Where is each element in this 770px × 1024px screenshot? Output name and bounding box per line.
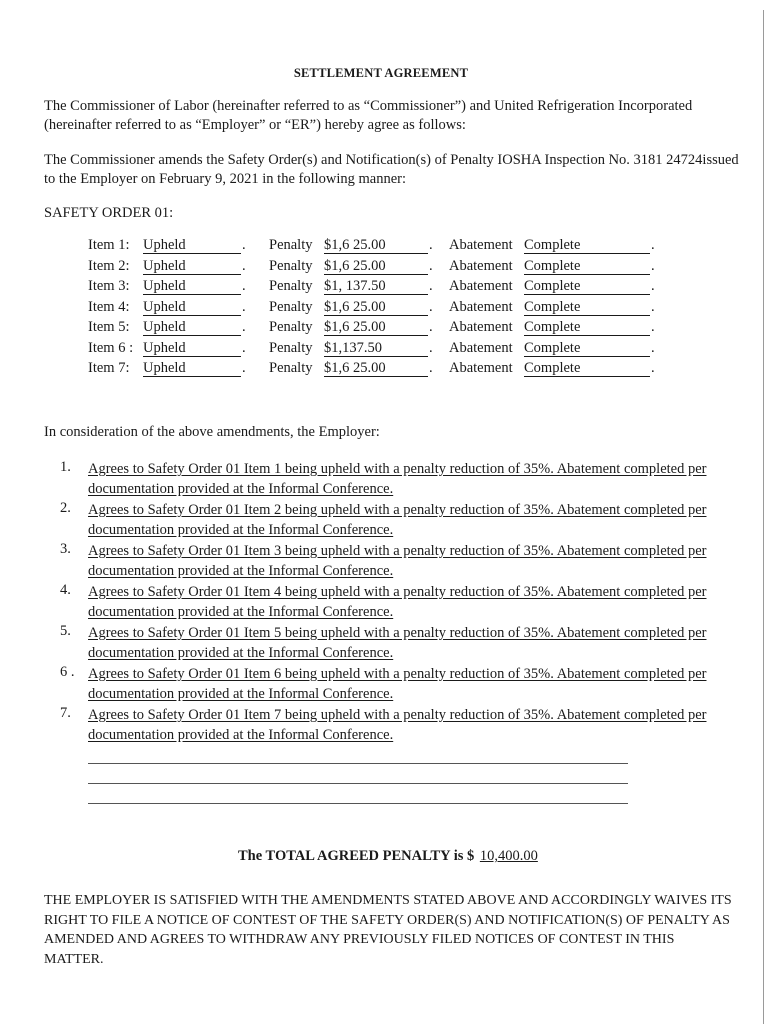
blank-line (88, 803, 628, 804)
document-title: SETTLEMENT AGREEMENT (293, 66, 469, 80)
term-text: Agrees to Safety Order 01 Item 5 being upheld with a penalty reduction of 35%. Abatement completed per documentation provided at the Informal Conference. (88, 625, 707, 661)
item-row: Item 7: Upheld . Penalty $1,6 25.00 . Abatement Complete . (88, 360, 655, 376)
item-label: Item 4: (88, 298, 130, 315)
total-value: 10,400.00 (479, 848, 538, 864)
term-text: Agrees to Safety Order 01 Item 4 being upheld with a penalty reduction of 35%. Abatement completed per documentation provided at the Informal Conference. (88, 584, 707, 620)
penalty-label: Penalty (269, 360, 313, 376)
item-label: Item 5: (88, 319, 130, 335)
list-item (60, 705, 750, 746)
item-status: Upheld (143, 278, 241, 295)
intro-paragraph: The Commissioner of Labor (hereinafter referred to as “Commissioner”) and United Refrigeration Incorporated (hereinafter referred to as “Employer” or “ER”) hereby agree as follows: (44, 98, 693, 133)
penalty-label: Penalty (269, 237, 313, 253)
penalty-label: Penalty (269, 319, 313, 335)
term-text: Agrees to Safety Order 01 Item 1 being upheld with a penalty reduction of 35%. Abatement completed per documentation provided at the Informal Conference. (88, 461, 707, 497)
term-number: 7. (60, 705, 71, 721)
abatement-status: Complete (524, 340, 650, 357)
term-number: 1. (60, 459, 71, 475)
item-row: Item 1: Upheld . Penalty $1,6 25.00 . Abatement Complete . (88, 237, 655, 253)
penalty-amount: $1,6 25.00 (324, 360, 428, 377)
term-text: Agrees to Safety Order 01 Item 3 being upheld with a penalty reduction of 35%. Abatement completed per documentation provided at the Informal Conference. (88, 543, 707, 579)
abatement-label: Abatement (449, 237, 513, 253)
penalty-label: Penalty (269, 339, 313, 356)
abatement-label: Abatement (449, 360, 513, 376)
blank-line (88, 783, 628, 784)
penalty-amount: $1,137.50 (324, 340, 428, 357)
scan-edge-line (763, 10, 764, 1024)
term-number: 3. (60, 541, 71, 557)
term-number: 2. (60, 500, 71, 516)
item-label: Item 3: (88, 278, 130, 294)
item-status: Upheld (143, 237, 241, 254)
abatement-status: Complete (524, 258, 650, 275)
item-label: Item 6 : (88, 339, 134, 356)
penalty-label: Penalty (269, 298, 313, 315)
term-text: Agrees to Safety Order 01 Item 2 being upheld with a penalty reduction of 35%. Abatement completed per documentation provided at the Informal Conference. (88, 502, 707, 538)
item-status: Upheld (143, 299, 241, 316)
waiver-paragraph: THE EMPLOYER IS SATISFIED WITH THE AMENDMENTS STATED ABOVE AND ACCORDINGLY WAIVES ITS RIGHT TO FILE A NOTICE OF CONTEST OF THE SAFETY ORDER(S) AND NOTIFICATION(S) OF PENALTY AS AMENDED AND AGREES TO WITHDRAW ANY PREVIOUSLY FILED NOTICES OF CONTEST IN THIS MATTER. (44, 893, 732, 967)
abatement-label: Abatement (449, 339, 513, 356)
blank-line (88, 763, 628, 764)
term-number: 5. (60, 623, 71, 639)
penalty-amount: $1,6 25.00 (324, 299, 428, 316)
penalty-amount: $1,6 25.00 (324, 258, 428, 275)
item-status: Upheld (143, 258, 241, 275)
abatement-status: Complete (524, 319, 650, 336)
safety-order-heading: SAFETY ORDER 01: (44, 205, 174, 221)
abatement-label: Abatement (449, 278, 513, 294)
penalty-amount: $1,6 25.00 (324, 319, 428, 336)
item-label: Item 2: (88, 257, 130, 274)
item-row: Item 4: Upheld . Penalty $1,6 25.00 . Abatement Complete . (88, 298, 655, 315)
safety-order-items (88, 237, 668, 381)
item-status: Upheld (143, 360, 241, 377)
total-agreed-penalty (238, 848, 546, 865)
penalty-amount: $1,6 25.00 (324, 237, 428, 254)
amendment-paragraph: The Commissioner amends the Safety Order(s) and Notification(s) of Penalty IOSHA Inspection No. 3181 24724issued to the Employer on February 9, 2021 in the following manner: (44, 152, 739, 187)
abatement-status: Complete (524, 237, 650, 254)
abatement-label: Abatement (449, 319, 513, 335)
employer-terms-list (60, 459, 750, 746)
term-number: 6 . (60, 664, 75, 680)
item-label: Item 1: (88, 237, 130, 253)
abatement-label: Abatement (449, 257, 513, 274)
item-status: Upheld (143, 319, 241, 336)
penalty-amount: $1, 137.50 (324, 278, 428, 295)
total-label: The TOTAL AGREED PENALTY is $ (238, 848, 475, 864)
list-item (60, 459, 750, 500)
item-status: Upheld (143, 340, 241, 357)
abatement-label: Abatement (449, 298, 513, 315)
penalty-label: Penalty (269, 278, 313, 294)
item-row: Item 5: Upheld . Penalty $1,6 25.00 . Abatement Complete . (88, 319, 655, 335)
list-item (60, 582, 750, 623)
abatement-status: Complete (524, 299, 650, 316)
abatement-status: Complete (524, 360, 650, 377)
abatement-status: Complete (524, 278, 650, 295)
item-label: Item 7: (88, 360, 130, 376)
item-row: Item 2: Upheld . Penalty $1,6 25.00 . Abatement Complete . (88, 257, 655, 274)
term-text: Agrees to Safety Order 01 Item 6 being upheld with a penalty reduction of 35%. Abatement completed per documentation provided at the Informal Conference. (88, 666, 707, 702)
term-number: 4. (60, 582, 71, 598)
penalty-label: Penalty (269, 257, 313, 274)
list-item (60, 623, 750, 664)
consideration-text: In consideration of the above amendments, the Employer: (44, 424, 380, 440)
list-item (60, 541, 750, 582)
list-item (60, 500, 750, 541)
term-text: Agrees to Safety Order 01 Item 7 being upheld with a penalty reduction of 35%. Abatement completed per documentation provided at the Informal Conference. (88, 707, 707, 743)
list-item (60, 664, 750, 705)
item-row: Item 6 : Upheld . Penalty $1,137.50 . Abatement Complete . (88, 339, 655, 356)
item-row: Item 3: Upheld . Penalty $1, 137.50 . Abatement Complete . (88, 278, 655, 294)
